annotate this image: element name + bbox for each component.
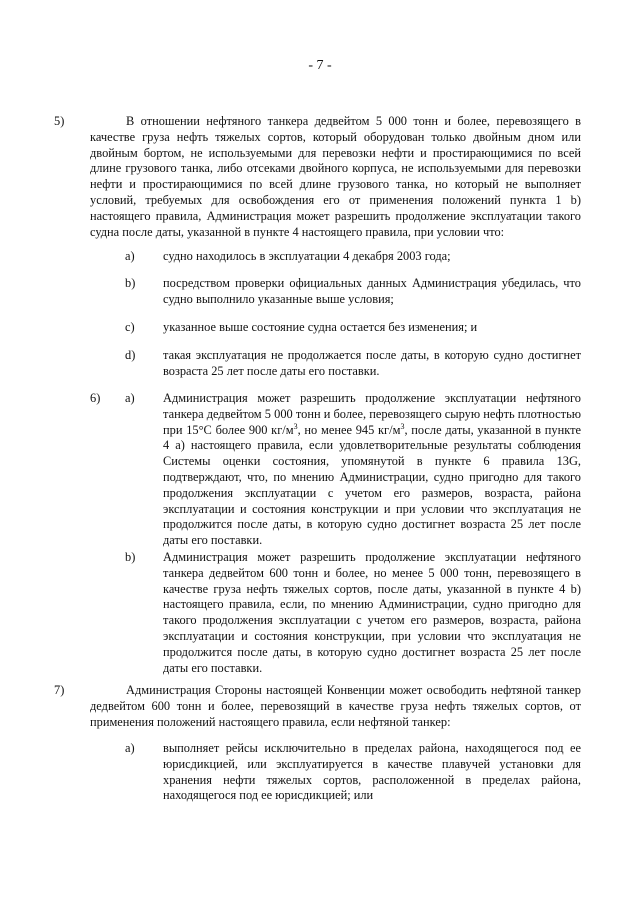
para-5-item-a-label: a) [125, 249, 135, 263]
para-5-item-b-label: b) [125, 276, 136, 290]
para-7-item-a-text: выполняет рейсы исключительно в пределах района, находящегося под ее юрисдикцией, или эксплуатируется в качестве плавучей установки для хранения нефти тяжелых сортов, расположенной в пределах района, находящегося под ее юрисдикцией; или [163, 741, 581, 803]
para-6-a-text-part3: , после даты, указанной в пункте 4 а) настоящего правила, если удовлетворительные результаты соблюдения Системы оценки состояния, упомянутой в пункте 6 правила 13G, подтверждают, что, по мнению Администрации, судно пригодно для такого продолжения эксплуатации с учетом его размеров, возраста, района эксплуатации и состояния конструкции и при условии что эксплуатация не продолжится после даты, в которую судно достигнет возраста 25 лет после даты его поставки. [163, 422, 582, 548]
para-6-b-text: Администрация может разрешить продолжение эксплуатации нефтяного танкера дедвейтом 600 тонн и более, но менее 5 000 тонн, перевозящего в качестве груза нефть тяжелых сортов, после даты, указанной в пункте 4 b) настоящего правила, если, по мнению Администрации, судно пригодно для такого продолжения эксплуатации с учетом его размеров, возраста, района эксплуатации и состояния конструкции, при условии что эксплуатация не продолжится после даты, в которую судно достигнет возраста 25 лет после даты его поставки. [163, 550, 581, 675]
para-7-text: Администрация Стороны настоящей Конвенции может освободить нефтяной танкер дедвейтом 600 тонн и более, перевозящий в качестве груза нефть тяжелых сортов, от применения положений настоящего правила, если нефтяной танкер: [90, 683, 581, 729]
superscript-3: 3 [400, 421, 405, 431]
para-7 [54, 683, 581, 730]
para-5-item-c-text: указанное выше состояние судна остается без изменения; и [163, 320, 478, 334]
para-6-b-label: b) [125, 550, 136, 564]
para-5-item-c-label: c) [125, 320, 135, 334]
superscript-3: 3 [293, 421, 298, 431]
para-6-label: 6) [90, 391, 101, 405]
para-5-item-d-label: d) [125, 348, 136, 362]
para-7-label: 7) [54, 683, 65, 697]
para-6-a-label: a) [125, 391, 135, 405]
para-5-label: 5) [54, 114, 65, 128]
para-5-text: В отношении нефтяного танкера дедвейтом 5 000 тонн и более, перевозящего в качестве груза нефть тяжелых сортов, который оборудован только двойным дном или двойным бортом, не используемыми для перевозки нефти и простирающимися по всей длине грузового танка, либо отсеками двойного корпуса, не используемыми для перевозки нефти и простирающимися по всей длине грузового танка, но который не выполняет условий, требуемых для освобождения его от применения положений пункта 1 b) настоящего правила, Администрация может разрешить продолжение эксплуатации такого судна после даты, указанной в пункте 4 настоящего правила, при условии что: [90, 114, 581, 239]
para-6-a-text-part2: , но менее 945 кг/м [297, 422, 401, 437]
para-5-item-b-text: посредством проверки официальных данных Администрация убедилась, что судно выполнило указанные выше условия; [163, 276, 581, 306]
para-6-a-text [163, 391, 581, 549]
para-7-item-a-label: a) [125, 741, 135, 755]
para-6-a-text-part1: Администрация может разрешить продолжение эксплуатации нефтяного танкера дедвейтом 5 000 тонн и более, перевозящего сырую нефть плотностью при 15°С более 900 кг/м [163, 391, 581, 437]
page-number: - 7 - [308, 58, 332, 73]
para-5-item-a-text: судно находилось в эксплуатации 4 декабря 2003 года; [163, 249, 451, 263]
para-5-item-d-text: такая эксплуатация не продолжается после даты, в которую судно достигнет возраста 25 лет после даты его поставки. [163, 348, 581, 378]
para-5 [54, 114, 581, 240]
